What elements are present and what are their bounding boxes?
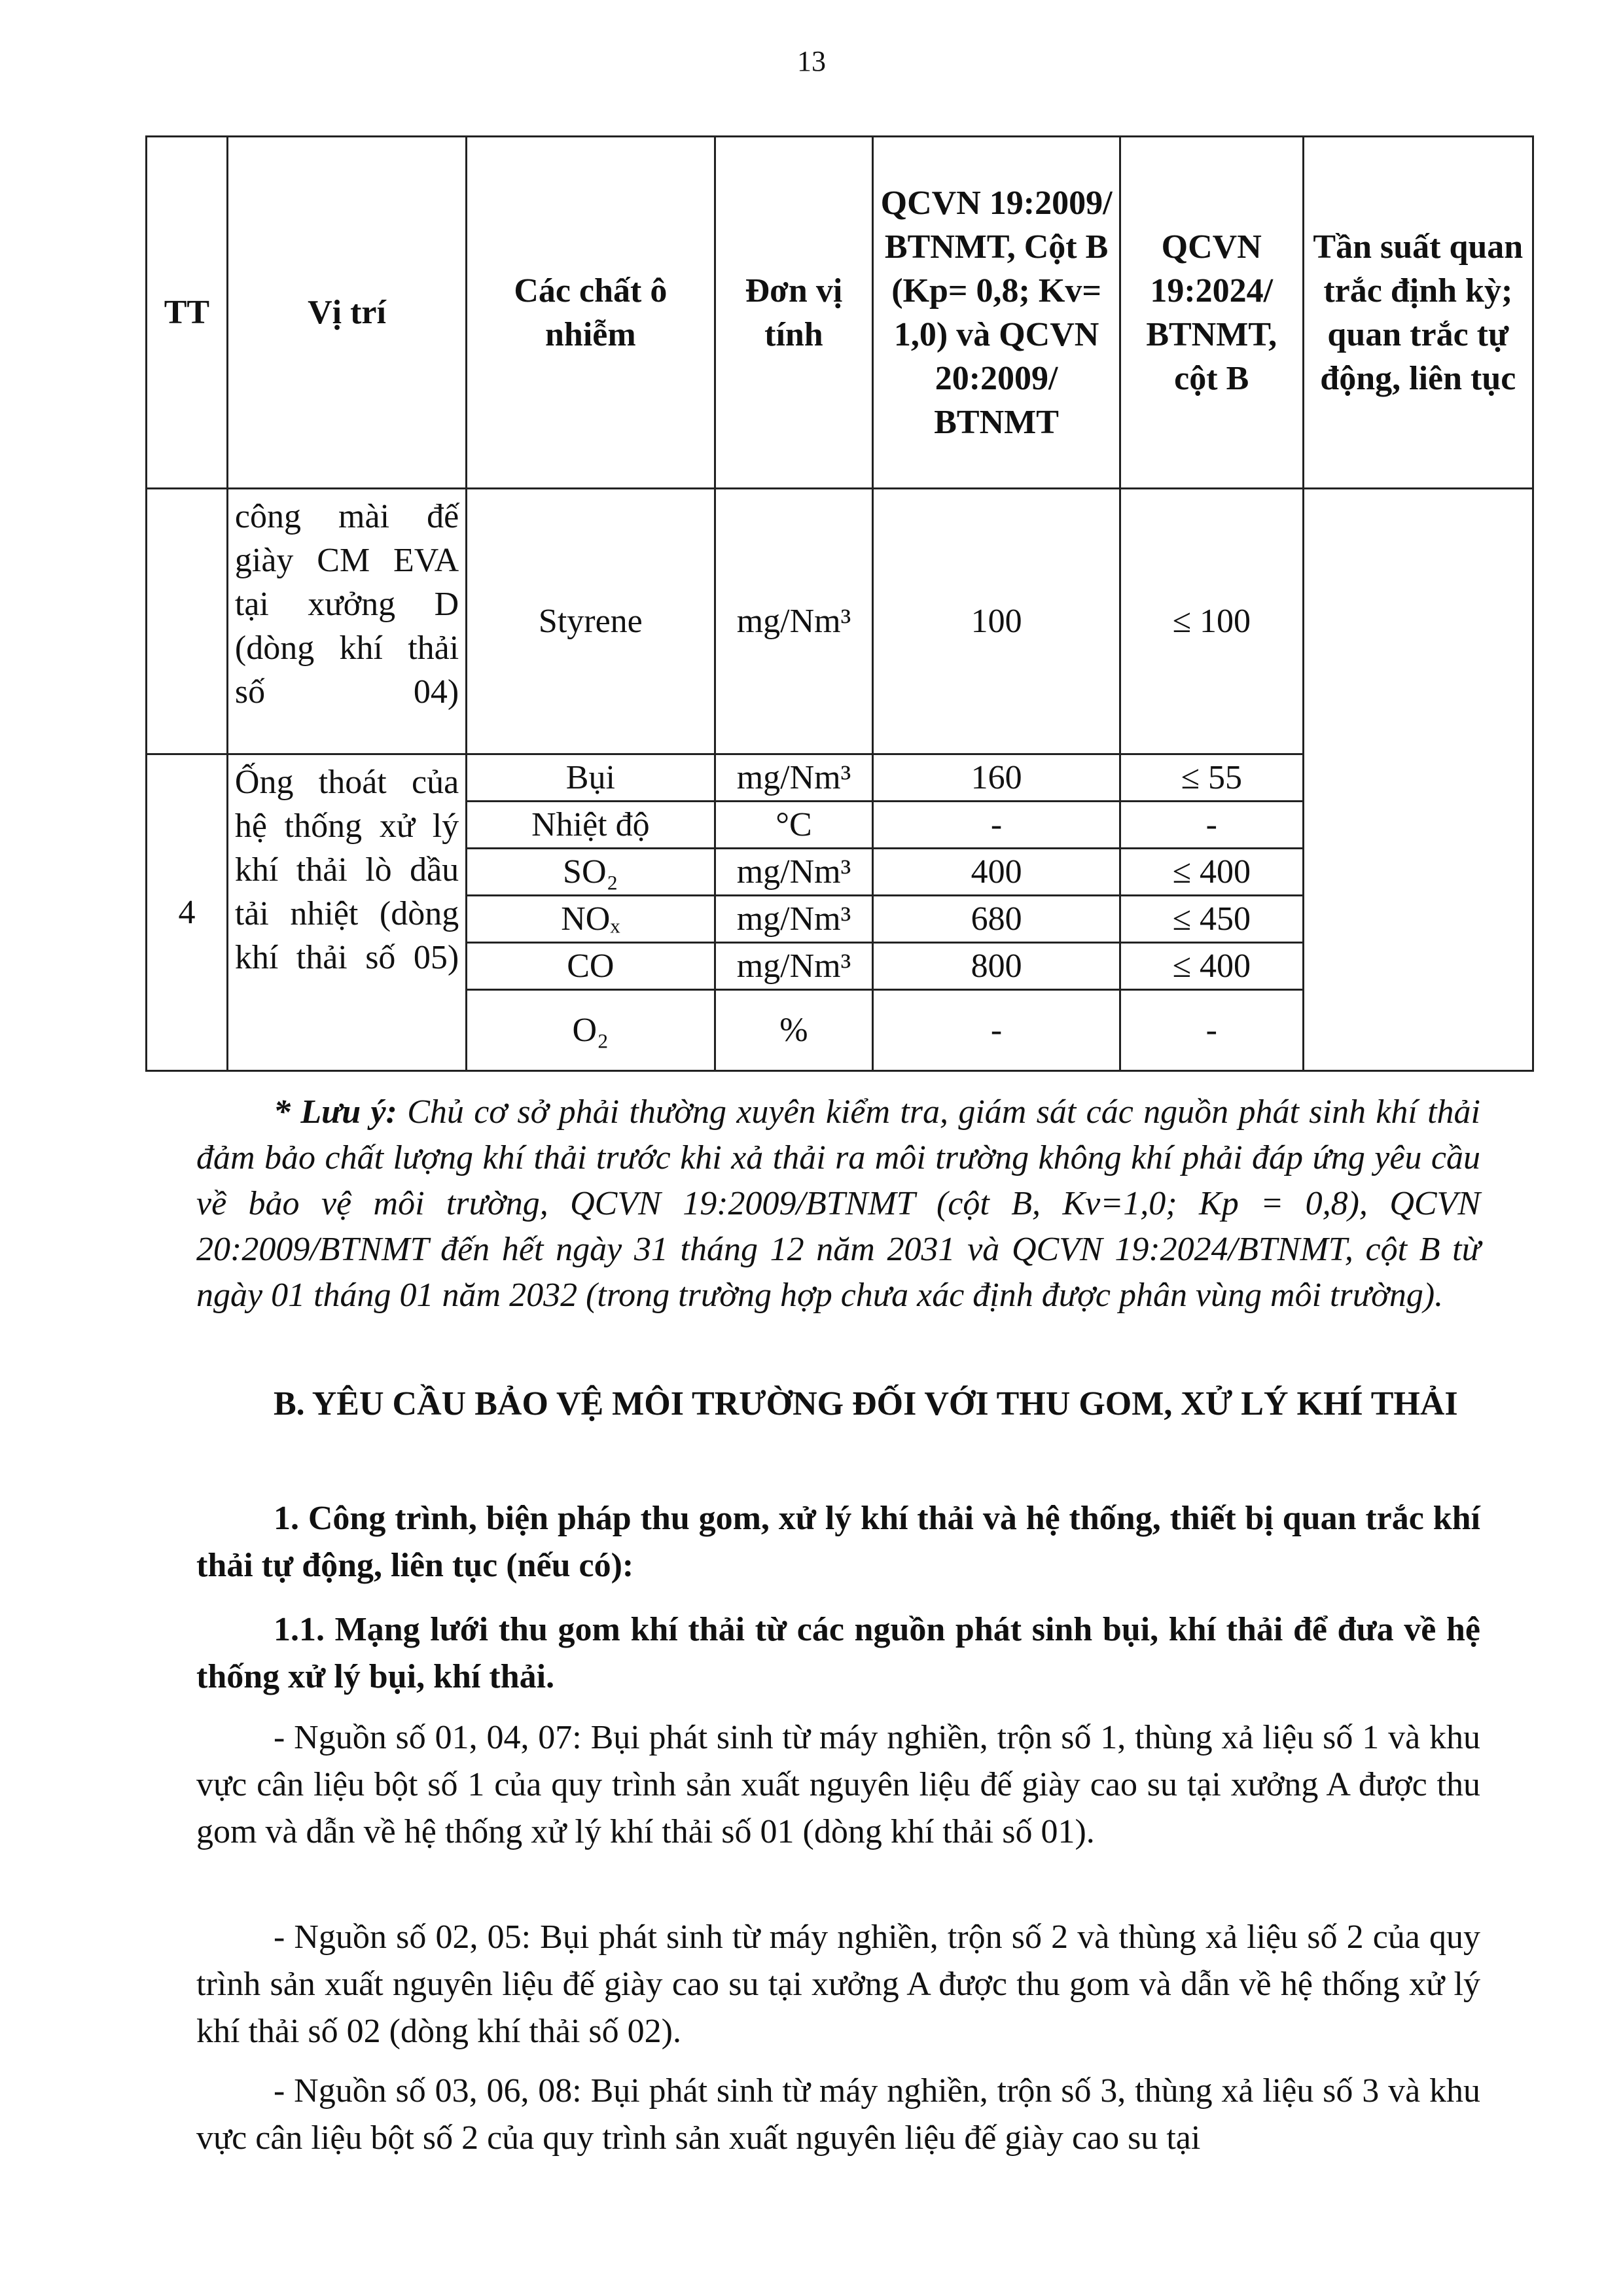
location-cell: công mài đế giày CM EVA tại xưởng D (dòng khí thải số 04) bbox=[227, 489, 466, 754]
qcvn-2009-cell: - bbox=[873, 802, 1120, 849]
paragraph-source-03: - Nguồn số 03, 06, 08: Bụi phát sinh từ máy nghiền, trộn số 3, thùng xả liệu số 3 và khu vực cân liệu bột số 2 của quy trình sản xuất nguyên liệu đế giày cao su tại bbox=[196, 2072, 1480, 2157]
unit-cell: mg/Nm³ bbox=[715, 896, 873, 943]
qcvn-2009-cell: - bbox=[873, 990, 1120, 1071]
pollutant-cell: Nhiệt độ bbox=[467, 802, 715, 849]
unit-cell: mg/Nm³ bbox=[715, 943, 873, 990]
page-number: 13 bbox=[797, 45, 826, 77]
pollutant-cell: CO bbox=[467, 943, 715, 990]
unit-cell: °C bbox=[715, 802, 873, 849]
pollutant-cell: O₂ bbox=[467, 990, 715, 1071]
note-label: * Lưu ý: bbox=[274, 1093, 397, 1131]
note-text: Chủ cơ sở phải thường xuyên kiểm tra, giám sát các nguồn phát sinh khí thải đảm bảo chất lượng khí thải trước khi xả thải ra môi trường không khí phải đáp ứng yêu cầu về bảo vệ môi trường, QCVN 19:2009/BTNMT (cột B, Kv=1,0; Kp = 0,8), QCVN 20:2009/BTNMT đến hết ngày 31 tháng 12 năm 2031 và QCVN 19:2024/BTNMT, cột B từ ngày 01 tháng 01 năm 2032 (trong trường hợp chưa xác định được phân vùng môi trường). bbox=[196, 1093, 1480, 1314]
emission-standards-table bbox=[145, 135, 1534, 1072]
table-row bbox=[147, 489, 1533, 754]
table-header-row bbox=[147, 137, 1533, 489]
paragraph-source-01: - Nguồn số 01, 04, 07: Bụi phát sinh từ máy nghiền, trộn số 1, thùng xả liệu số 1 và khu vực cân liệu bột số 1 của quy trình sản xuất nguyên liệu đế giày cao su tại xưởng A được thu gom và dẫn về hệ thống xử lý khí thải số 01 (dòng khí thải số 01). bbox=[196, 1719, 1480, 1850]
note-paragraph bbox=[196, 1089, 1480, 1318]
qcvn-2024-cell: ≤ 400 bbox=[1120, 849, 1303, 896]
qcvn-2009-cell: 400 bbox=[873, 849, 1120, 896]
header-qcvn-2024: QCVN 19:2024/ BTNMT, cột B bbox=[1120, 137, 1303, 489]
header-qcvn-2009: QCVN 19:2009/ BTNMT, Cột B (Kp= 0,8; Kv= 1,0) và QCVN 20:2009/ BTNMT bbox=[873, 137, 1120, 489]
pollutant-cell: SO₂ bbox=[467, 849, 715, 896]
qcvn-2009-cell: 100 bbox=[873, 489, 1120, 754]
header-unit: Đơn vị tính bbox=[715, 137, 873, 489]
qcvn-2024-cell: ≤ 450 bbox=[1120, 896, 1303, 943]
qcvn-2024-cell: ≤ 400 bbox=[1120, 943, 1303, 990]
header-tt: TT bbox=[147, 137, 228, 489]
heading-1-1: 1.1. Mạng lưới thu gom khí thải từ các nguồn phát sinh bụi, khí thải để đưa về hệ thống xử lý bụi, khí thải. bbox=[196, 1611, 1480, 1695]
unit-cell: mg/Nm³ bbox=[715, 489, 873, 754]
tt-cell-empty bbox=[147, 489, 228, 754]
paragraph-source-02: - Nguồn số 02, 05: Bụi phát sinh từ máy nghiền, trộn số 2 và thùng xả liệu số 2 của quy trình sản xuất nguyên liệu đế giày cao su tại xưởng A được thu gom và dẫn về hệ thống xử lý khí thải số 02 (dòng khí thải số 02). bbox=[196, 1918, 1480, 2050]
tt-cell: 4 bbox=[147, 754, 228, 1071]
pollutant-cell: Styrene bbox=[467, 489, 715, 754]
frequency-cell bbox=[1303, 489, 1533, 1071]
location-cell: Ống thoát của hệ thống xử lý khí thải lò dầu tải nhiệt (dòng khí thải số 05) bbox=[227, 754, 466, 1071]
qcvn-2024-cell: ≤ 55 bbox=[1120, 754, 1303, 802]
unit-cell: mg/Nm³ bbox=[715, 849, 873, 896]
heading-1: 1. Công trình, biện pháp thu gom, xử lý khí thải và hệ thống, thiết bị quan trắc khí thải tự động, liên tục (nếu có): bbox=[196, 1500, 1480, 1584]
qcvn-2009-cell: 680 bbox=[873, 896, 1120, 943]
section-b-title: B. YÊU CẦU BẢO VỆ MÔI TRƯỜNG ĐỐI VỚI THU GOM, XỬ LÝ KHÍ THẢI bbox=[274, 1385, 1458, 1422]
pollutant-cell: NOₓ bbox=[467, 896, 715, 943]
qcvn-2009-cell: 800 bbox=[873, 943, 1120, 990]
header-frequency: Tần suất quan trắc định kỳ; quan trắc tự động, liên tục bbox=[1303, 137, 1533, 489]
qcvn-2009-cell: 160 bbox=[873, 754, 1120, 802]
header-location: Vị trí bbox=[227, 137, 466, 489]
unit-cell: % bbox=[715, 990, 873, 1071]
qcvn-2024-cell: - bbox=[1120, 990, 1303, 1071]
header-pollutant: Các chất ô nhiễm bbox=[467, 137, 715, 489]
pollutant-cell: Bụi bbox=[467, 754, 715, 802]
qcvn-2024-cell: ≤ 100 bbox=[1120, 489, 1303, 754]
unit-cell: mg/Nm³ bbox=[715, 754, 873, 802]
qcvn-2024-cell: - bbox=[1120, 802, 1303, 849]
